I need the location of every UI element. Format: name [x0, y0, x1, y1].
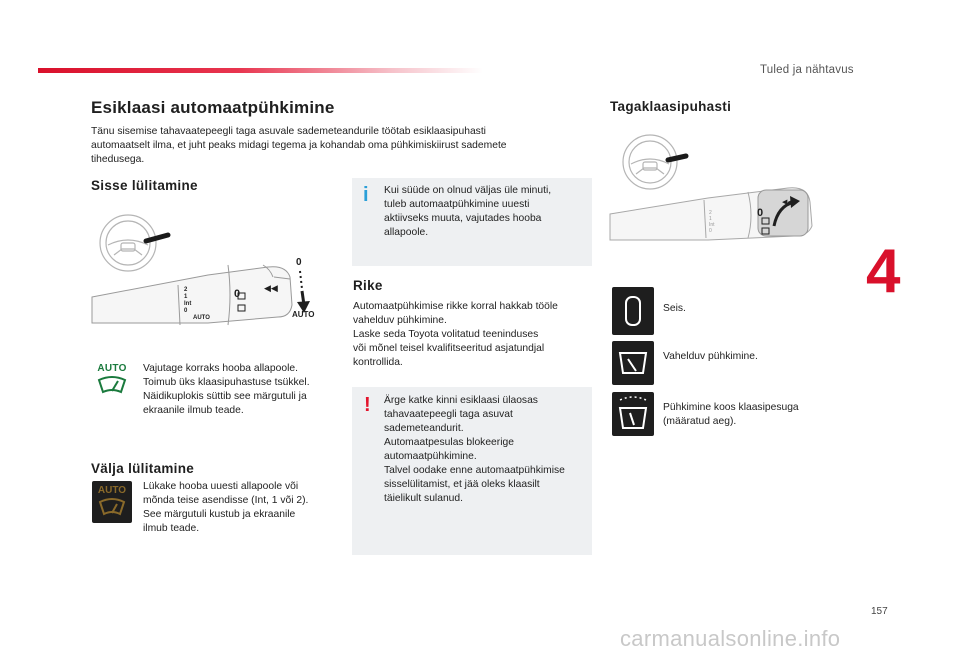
- warning-text-line: täielikult sulanud.: [384, 493, 463, 504]
- auto-icon-label: AUTO: [97, 363, 127, 374]
- info-text-line: aktiivseks muuta, vajutades hooba: [384, 213, 542, 224]
- wiper-off-icon: [92, 496, 132, 520]
- stalk-label-2: 2: [184, 287, 188, 293]
- warning-icon: !: [364, 394, 371, 416]
- wiper-icon: [96, 374, 128, 396]
- info-text-line: tuleb automaatpühkimine uuesti: [384, 199, 530, 210]
- rear-wash-line: (määratud aeg).: [663, 416, 737, 427]
- rear-wiper-intermittent-icon: [612, 341, 654, 385]
- stalk-off-label: 0: [296, 257, 302, 268]
- intermittent-wipe-icon: [612, 341, 654, 385]
- stalk-body: [92, 265, 292, 325]
- push-down-arrow-dots: [300, 271, 302, 289]
- rear-stalk-zero: 0: [757, 207, 764, 219]
- svg-text:0: 0: [234, 288, 241, 300]
- svg-text:0: 0: [709, 228, 712, 234]
- warning-text-line: tahavaatepeegli taga asuvat: [384, 409, 513, 420]
- on-text-line: Toimub üks klaasipuhastuse tsükkel.: [143, 377, 310, 388]
- rear-item-stop-label: Seis.: [663, 303, 686, 314]
- fault-text-line: või mõnel teisel kvalifitseeritud asjatundjal: [353, 343, 545, 354]
- stalk-label-1: 1: [184, 294, 188, 300]
- watermark: carmanualsonline.info: [620, 626, 841, 651]
- chapter-number: 4: [866, 237, 901, 306]
- warning-text-line: sademeteandurit.: [384, 423, 464, 434]
- auto-off-icon-label: AUTO: [97, 485, 127, 496]
- on-text-line: Näidikuplokis süttib see märgutuli ja: [143, 391, 307, 402]
- off-text-line: Lükake hooba uuesti allapoole või: [143, 481, 299, 492]
- rear-wiper-stalk-illustration: [608, 130, 814, 250]
- stalk-label-int: Int: [184, 301, 192, 307]
- auto-wiper-indicator-icon: [96, 363, 128, 401]
- off-description: [143, 480, 343, 536]
- warning-text: [384, 394, 589, 506]
- header-accent-bar: [38, 68, 483, 73]
- warning-box: [352, 387, 592, 555]
- intro-paragraph: [91, 125, 591, 167]
- fault-text-line: Automaatpühkimise rikke korral hakkab tööle: [353, 301, 558, 312]
- warning-text-line: Talvel oodake enne automaatpühkimise: [384, 465, 565, 476]
- on-text-line: Vajutage korraks hooba allapoole.: [143, 363, 298, 374]
- warning-text-line: automaatpühkimine.: [384, 451, 477, 462]
- front-wiper-stalk-illustration: [88, 205, 328, 345]
- stalk-auto-label: AUTO: [292, 310, 315, 319]
- fault-text-line: vahelduv pühkimine.: [353, 315, 447, 326]
- warning-text-line: Ärge katke kinni esiklaasi ülaosas: [384, 395, 538, 406]
- off-text-line: ilmub teade.: [143, 523, 200, 534]
- svg-text:Int: Int: [709, 222, 715, 228]
- fault-description: [353, 300, 593, 370]
- info-text-line: allapoole.: [384, 227, 429, 238]
- section-title: Tuled ja nähtavus: [760, 64, 854, 76]
- section-heading-rear: Tagaklaasipuhasti: [610, 99, 732, 114]
- info-text-line: Kui süüde on olnud väljas üle minuti,: [384, 185, 552, 196]
- warning-text-line: sisselülitamist, et jää oleks klaasilt: [384, 479, 540, 490]
- rear-item-intermittent-label: Vahelduv pühkimine.: [663, 351, 758, 362]
- rear-wiper-stop-icon: [612, 287, 654, 335]
- info-icon: i: [363, 184, 369, 206]
- info-text: [384, 184, 589, 240]
- fault-text-line: kontrollida.: [353, 357, 403, 368]
- on-text-line: ekraanile ilmub teade.: [143, 405, 244, 416]
- stalk-label-auto: AUTO: [193, 315, 210, 321]
- info-box: [352, 178, 592, 266]
- page-title: Esiklaasi automaatpühkimine: [91, 98, 335, 117]
- auto-wiper-off-icon: [92, 481, 132, 523]
- intro-line: automaatselt ilma, et juht peaks midagi tegema ja kohandab oma pühkimiskiirust sademete: [91, 140, 507, 151]
- warning-text-line: Automaatpesulas blokeerige: [384, 437, 514, 448]
- stalk-label-0: 0: [184, 308, 188, 314]
- wash-wipe-icon: [612, 392, 654, 436]
- rear-wash-line: Pühkimine koos klaasipesuga: [663, 402, 799, 413]
- intro-line: tihedusega.: [91, 154, 145, 165]
- section-heading-off: Välja lülitamine: [91, 461, 195, 476]
- svg-text:1: 1: [709, 216, 712, 222]
- section-heading-fault: Rike: [353, 278, 383, 293]
- rear-item-wash-label: [663, 401, 833, 429]
- fault-text-line: Laske seda Toyota volitatud teeninduses: [353, 329, 539, 340]
- on-description: [143, 362, 343, 418]
- intro-line: Tänu sisemise tahavaatepeegli taga asuvale sademeteandurile töötab esiklaasipuhasti: [91, 126, 486, 137]
- section-heading-on: Sisse lülitamine: [91, 178, 198, 193]
- off-text-line: See märgutuli kustub ja ekraanile: [143, 509, 296, 520]
- off-text-line: mõnda teise asendisse (Int, 1 või 2).: [143, 495, 309, 506]
- double-chevron-icon: ◀◀: [264, 284, 278, 294]
- svg-text:2: 2: [709, 210, 712, 216]
- page-number: 157: [871, 606, 888, 617]
- double-chevron-icon: ◀◀: [782, 198, 793, 206]
- rear-wiper-wash-icon: [612, 392, 654, 436]
- rear-stalk-ring: [758, 190, 808, 236]
- stop-position-icon: [612, 287, 654, 335]
